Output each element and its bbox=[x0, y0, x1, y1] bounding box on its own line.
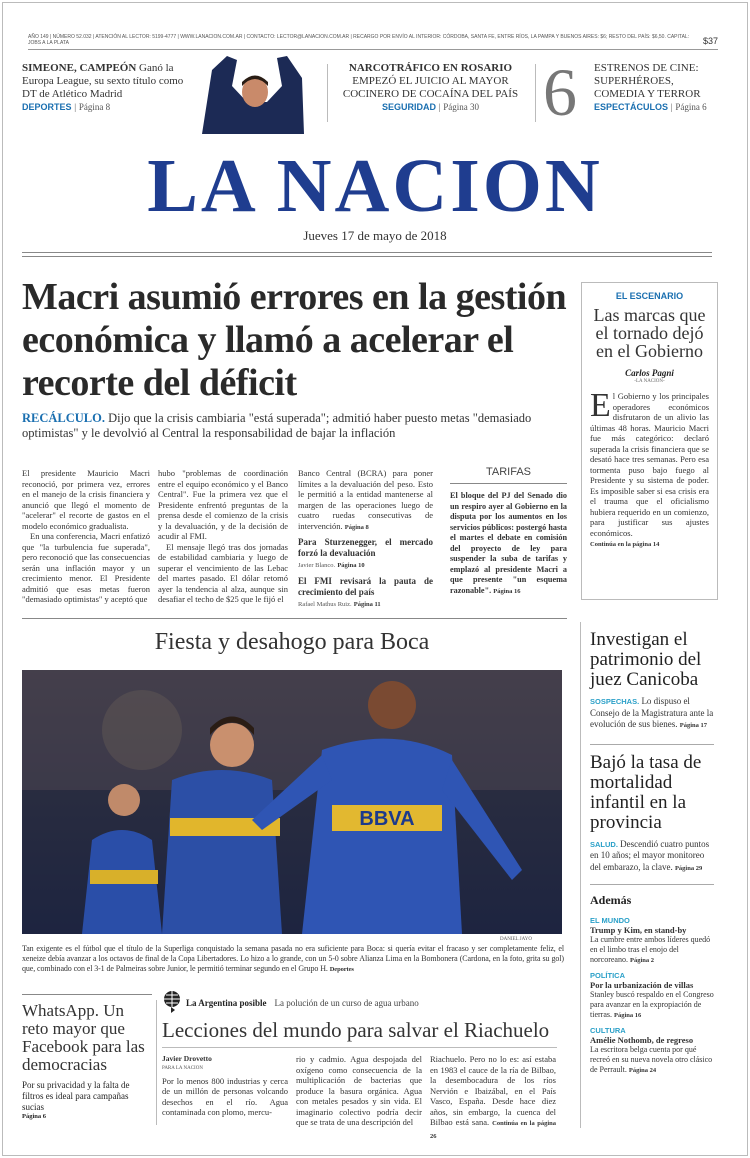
tarifas-title: TARIFAS bbox=[450, 466, 567, 484]
rule bbox=[22, 994, 152, 995]
divider bbox=[580, 622, 581, 1128]
page-ref: Página 16 bbox=[493, 587, 521, 595]
main-headline[interactable]: Macri asumió errores en la gestión económica y llamó a acelerar el recorte del déficit bbox=[22, 276, 567, 404]
divider bbox=[327, 64, 328, 122]
paragraph: Por lo menos 800 industrias y cerca de un millón de personas volcando desechos en el río. Agua contaminada con plomo, mercu- bbox=[162, 1075, 288, 1117]
tag: SALUD. bbox=[590, 839, 618, 849]
simeone-photo bbox=[192, 56, 312, 134]
teaser-section: DEPORTES bbox=[22, 102, 72, 112]
series-label: La Argentina posible bbox=[186, 998, 267, 1008]
author: Rafael Mathus Ruiz. bbox=[298, 600, 352, 608]
ademas-section bbox=[590, 893, 714, 1076]
kicker: RECÁLCULO. bbox=[22, 411, 105, 425]
paragraph: El mensaje llegó tras dos jornadas de estabilidad cambiaria y luego de superar el vencimiento de las Lebac del martes pasado. El dólar retomó ayer la tendencia al alza, aunque sin desafiar el techo de $25 que le fijó el bbox=[158, 541, 288, 604]
teaser-narcotrafico[interactable]: NARCOTRÁFICO EN ROSARIO EMPEZÓ EL JUICIO AL MAYOR COCINERO DE COCAÍNA DEL PAÍS SEGURIDAD | Página 30 bbox=[342, 62, 519, 112]
rule bbox=[22, 256, 712, 257]
story-text: Lo dispuso el Consejo de la Magistratura ante la evolución de sus bienes. bbox=[590, 696, 714, 729]
section-label: EL ESCENARIO bbox=[615, 291, 684, 301]
author: Carlos Pagni bbox=[625, 368, 674, 378]
article-column-1 bbox=[22, 468, 150, 605]
item-text: La escritora belga cuenta por qué recreó en su nueva novela otro clásico de Perrault. bbox=[590, 1045, 713, 1074]
teaser-section: SEGURIDAD bbox=[381, 102, 436, 112]
continued-link[interactable]: Continúa en la página 26 bbox=[430, 1120, 557, 1140]
deck-text: Dijo que la crisis cambiaria "está superada"; admitió haber puesto metas "demasiado optimistas" y le devolvió al Central la responsabilidad de bajar la inflación bbox=[22, 411, 532, 440]
side-story-canicoba[interactable] bbox=[590, 630, 714, 732]
item-text: La cumbre entre ambos líderes quedó en el limbo tras el enojo del norcoreano. bbox=[590, 935, 711, 964]
teaser-page: Página 6 bbox=[675, 102, 707, 112]
teaser-text: ESTRENOS DE CINE: SUPERHÉROES, COMEDIA Y TERROR bbox=[594, 62, 701, 100]
celebration-image bbox=[22, 670, 562, 934]
teaser-number: 6 bbox=[543, 54, 577, 130]
tag: CULTURA bbox=[590, 1026, 626, 1035]
page-ref: Página 16 bbox=[614, 1012, 642, 1019]
page-ref: Página 2 bbox=[629, 957, 655, 964]
item-text: Stanley buscó respaldo en el Congreso para avanzar en la expropiación de tierras. bbox=[590, 990, 714, 1019]
teaser-lead: SIMEONE, CAMPEÓN bbox=[22, 62, 137, 74]
column: rio y cadmio. Agua despojada del oxígeno como consecuencia de la multiplicación de bacterias que produce la basura orgánica. Agua con metales pesados y sin vida. El imaginario colectivo podría decir que se trata de una descripción del bbox=[296, 1054, 422, 1127]
story-title: WhatsApp. Un reto mayor que Facebook para las democracias bbox=[22, 1001, 145, 1074]
section-title: Además bbox=[590, 893, 632, 907]
teaser-page: Página 8 bbox=[78, 102, 111, 112]
rule bbox=[22, 252, 712, 253]
tag: SOSPECHAS. bbox=[590, 697, 640, 706]
masthead-logo: LA NACION bbox=[147, 144, 603, 228]
item-title: Amélie Nothomb, de regreso bbox=[590, 1035, 694, 1045]
page-ref: Página 29 bbox=[674, 864, 703, 872]
affiliation: PARA LA NACION bbox=[162, 1065, 203, 1071]
page-ref: Página 8 bbox=[344, 523, 369, 531]
body: l Gobierno y los principales operadores económicos disfrutaron de un alivio las últimas 48 horas. Mauricio Macri fue más categórico: declaró superada la crisis financiera que se desató hace tres semanas. Pero esa tormenta puso bajo fuego al Presidente y su sistema de poder. Es imposible saber si esa crisis era el trauma que el oficialismo hubiera requerido en un comienzo, para justificar sus ajustes económicos. bbox=[590, 391, 709, 538]
escenario-box[interactable] bbox=[581, 282, 718, 600]
paragraph bbox=[450, 491, 567, 597]
author: Javier Blanco. bbox=[298, 562, 336, 569]
edition-info: AÑO 149 | NÚMERO 52.032 | ATENCIÓN AL LECTOR: 5199-4777 | WWW.LANACION.COM.AR | CONTACTO: LECTOR@LANACION.COM.AR | RECARGO POR ENVÍO AL INTERIOR: CÓRDOBA, SANTA FE, ENTRE RÍOS, LA PAMPA Y BUENOS AIRES: $6; RESTO DEL PAÍS: $6,50. CAPITAL: JOBS A LA PLATA bbox=[28, 34, 690, 46]
paragraph: hubo "problemas de coordinación entre el equipo económico y el Banco Central". Fue la primera vez que el Presidente enfrentó preguntas de la prensa desde el comienzo de la crisis y la devaluación, y de la decisión de acudir al FMI. bbox=[158, 468, 288, 541]
globe-icon bbox=[162, 990, 182, 1016]
story-title: Bajó la tasa de mortalidad infantil en la provincia bbox=[590, 751, 702, 833]
main-deck bbox=[22, 411, 572, 441]
side-story-mortalidad[interactable] bbox=[590, 753, 714, 875]
item-title: Trump y Kim, en stand-by bbox=[590, 925, 687, 935]
related-link[interactable]: Para Sturzenegger, el mercado forzó la devaluación bbox=[298, 537, 433, 558]
article-column-3 bbox=[298, 468, 433, 610]
teaser-text: EMPEZÓ EL JUICIO AL MAYOR COCINERO DE COCAÍNA DEL PAÍS bbox=[342, 75, 519, 100]
paragraph-text: Banco Central (BCRA) para poner límites a la devaluación del peso. Esto le permitió a la entidad mantenerse al margen de las operaciones luego de cuatro ruedas consecutivas de intervención. bbox=[298, 468, 433, 531]
divider bbox=[156, 1000, 157, 1125]
teaser-lead: NARCOTRÁFICO EN ROSARIO bbox=[348, 62, 513, 74]
page-ref: Página 17 bbox=[679, 722, 708, 729]
date: Jueves 17 de mayo de 2018 bbox=[303, 228, 447, 243]
tarifas-box[interactable] bbox=[450, 466, 567, 597]
boca-title[interactable]: Fiesta y desahogo para Boca bbox=[154, 629, 430, 655]
series-subtitle: La polución de un curso de agua urbano bbox=[274, 998, 419, 1008]
main-story-head bbox=[22, 276, 577, 441]
page-ref: Página 10 bbox=[337, 562, 365, 569]
tag: EL MUNDO bbox=[590, 916, 630, 925]
column bbox=[430, 1054, 556, 1142]
paragraph: En una conferencia, Macri enfatizó que "la turbulencia fue superada", pero reconoció que las consecuencias serán una inflación mayor y un crecimiento menor. El Presidente admitió que esas metas fueron "demasiado optimistas" y aceptó que bbox=[22, 531, 150, 604]
teaser-section: ESPECTÁCULOS bbox=[594, 102, 669, 112]
teaser-text: Ganó la Europa League, su sexto título como DT de Atlético Madrid bbox=[22, 62, 184, 100]
article-column-2 bbox=[158, 468, 288, 605]
story-title: Investigan el patrimonio del juez Canicoba bbox=[590, 629, 702, 690]
column bbox=[162, 1054, 288, 1142]
photo-credit: DANIEL JAYO bbox=[500, 937, 532, 942]
author: Javier Drovetto bbox=[162, 1054, 212, 1063]
whatsapp-story[interactable] bbox=[22, 1002, 152, 1120]
top-strip bbox=[28, 34, 718, 50]
teaser-estrenos[interactable]: ESTRENOS DE CINE: SUPERHÉROES, COMEDIA Y TERROR ESPECTÁCULOS | Página 6 bbox=[594, 62, 707, 112]
divider bbox=[535, 64, 536, 122]
jersey-sponsor: BBVA bbox=[359, 808, 415, 830]
page-ref: Página 11 bbox=[353, 600, 381, 608]
ademas-item[interactable] bbox=[590, 1026, 714, 1076]
teaser-page: Página 30 bbox=[443, 102, 480, 112]
story-title: Lecciones del mundo para salvar el Riachuelo bbox=[162, 1018, 557, 1048]
affiliation: -LA NACION- bbox=[634, 379, 665, 384]
drop-cap: E bbox=[590, 387, 611, 424]
ademas-item[interactable] bbox=[590, 916, 714, 966]
paragraph: Riachuelo. Pero no lo es: así estaba en 1983 el cauce de la ría de Bilbao, la desembocadura de los ríos Nervión e Ibaizábal, en el País Vasco, España. Desde hace diez años, sin embargo, la cuenca del Bilbao está sana. bbox=[430, 1054, 556, 1127]
page-ref: Página 24 bbox=[628, 1067, 657, 1074]
paragraph: El presidente Mauricio Macri reconoció, por primera vez, errores en el manejo de la crisis financiera y anunció que llegó el momento de "acelerar" el recorte de gastos en el modelo económico gradualista. bbox=[22, 468, 150, 531]
section-ref: Deportes bbox=[329, 966, 354, 973]
related-link[interactable]: El FMI revisará la pauta de crecimiento del país bbox=[298, 575, 433, 597]
ademas-item[interactable] bbox=[590, 971, 714, 1021]
story-columns bbox=[162, 1054, 567, 1142]
boca-caption bbox=[22, 944, 564, 975]
item-title: Por la urbanización de villas bbox=[590, 980, 694, 990]
tarifas-text: El bloque del PJ del Senado dio un respiro ayer al Gobierno en la disputa por los aumentos en los servicios públicos: postergó hasta el martes el debate en comisión del proyecto de ley para suspender la suba de tarifas y emplazó al presidente Macri a que presente "un esquema razonable". bbox=[450, 491, 567, 595]
caption-text: Tan exigente es el fútbol que el título de la Superliga conquistado la semana pasada no era suficiente para Boca: si quería evitar el fracaso y ser completamente feliz, el xeneize debía avanzar a los octavos de final de la Copa Libertadores. Lo hizo a lo grande, con un 5-0 sobre Alianza Lima en la Bombonera (Cardona, en la foto, grita su gol) que, combinado con el 3-1 de Palmeiras sobre Junior, le permitió terminar segundo en el Grupo H. bbox=[22, 944, 564, 973]
tag: POLÍTICA bbox=[590, 971, 625, 980]
story-text: Descendió cuatro puntos en 10 años; el mayor monitoreo del embarazo, la clave. bbox=[590, 838, 710, 872]
price: $37 bbox=[702, 36, 718, 46]
sidebar bbox=[590, 630, 714, 1076]
column-title: Las marcas que el tornado dejó en el Gobierno bbox=[593, 305, 706, 361]
column-text bbox=[590, 387, 709, 551]
boca-photo bbox=[22, 670, 562, 934]
paragraph bbox=[298, 468, 433, 533]
series-header bbox=[162, 990, 567, 1016]
page-ref: Página 6 bbox=[22, 1113, 47, 1120]
story-text: Por su privacidad y la falta de filtros es ideal para campañas sucias bbox=[22, 1080, 130, 1112]
continued-link[interactable]: Continúa en la página 14 bbox=[590, 541, 660, 548]
riachuelo-story[interactable] bbox=[162, 990, 567, 1142]
teaser-simeone[interactable]: SIMEONE, CAMPEÓN Ganó la Europa League, su sexto título como DT de Atlético Madrid DEPORTES | Página 8 bbox=[22, 62, 184, 112]
rule bbox=[22, 618, 567, 619]
